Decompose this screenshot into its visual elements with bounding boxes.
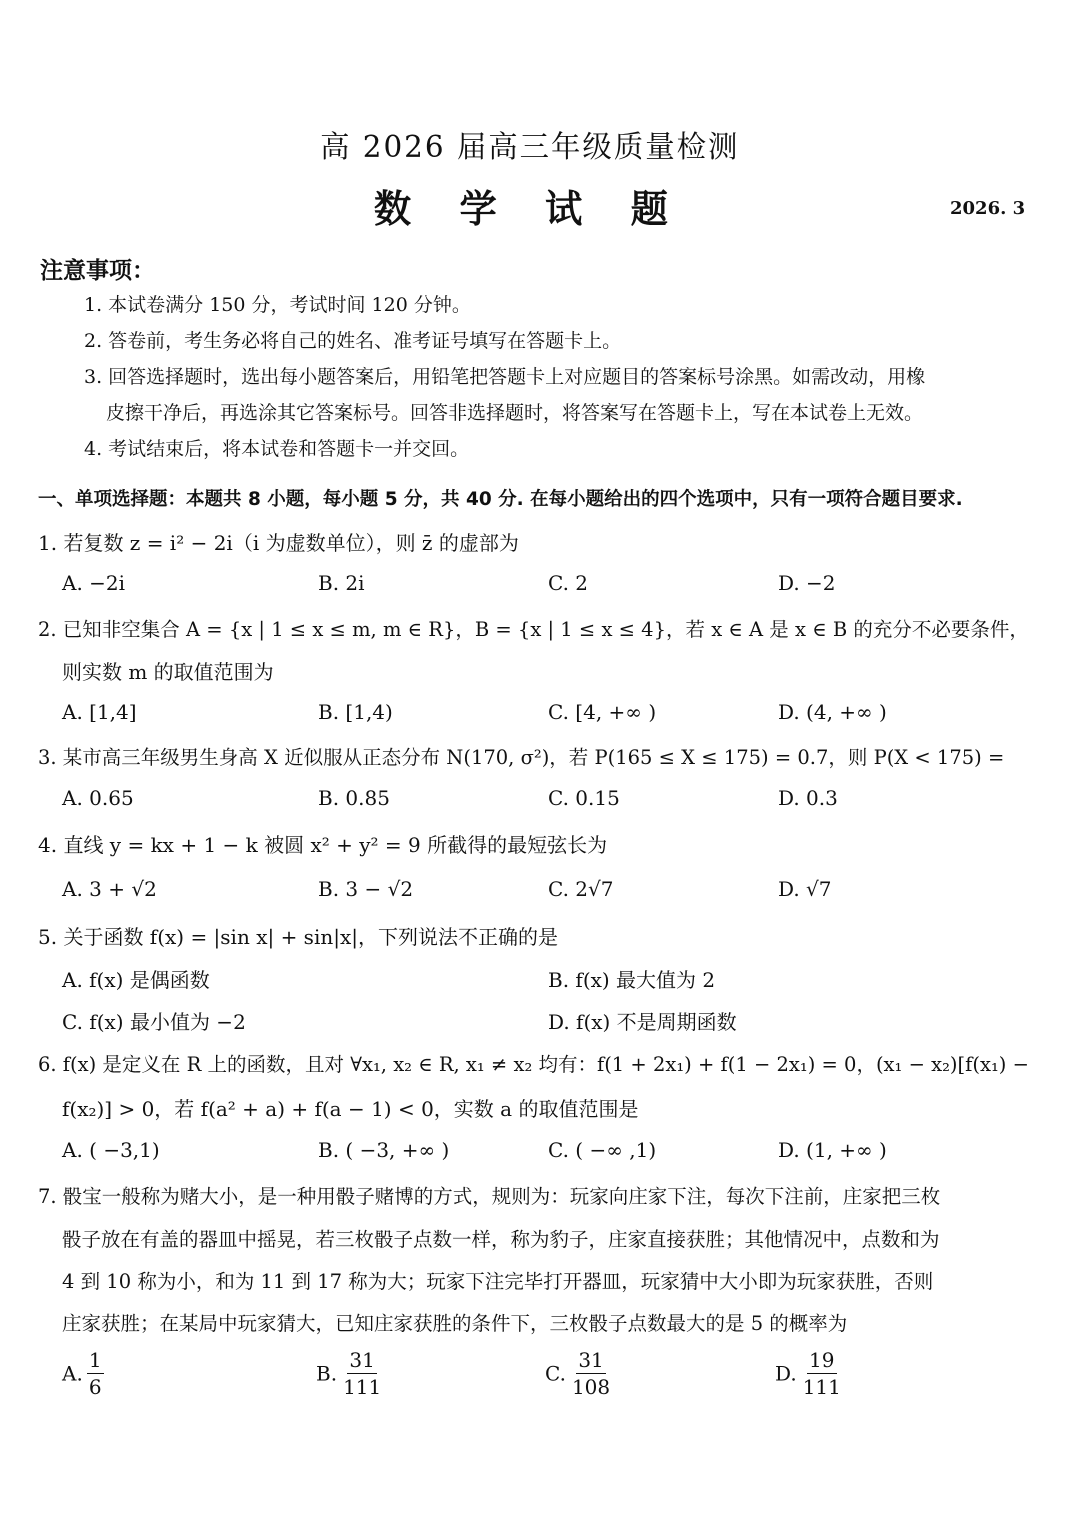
fraction (341, 1350, 383, 1397)
question-stem-continued: 庄家获胜；在某局中玩家猜大，已知庄家获胜的条件下，三枚骰子点数最大的是 5 的概率为 (62, 1312, 848, 1335)
option-letter: D. (775, 1361, 797, 1386)
option-d: D. −2 (778, 571, 836, 595)
denominator: 6 (88, 1375, 102, 1399)
question-stem-continued: 则实数 m 的取值范围为 (62, 660, 274, 684)
question-stem: 5. 关于函数 f(x) = |sin x| + sin|x|，下列说法不正确的是 (38, 925, 558, 949)
option-b: B. f(x) 最大值为 2 (548, 968, 716, 992)
question-stem: 7. 骰宝一般称为赌大小，是一种用骰子赌博的方式，规则为：玩家向庄家下注，每次下注前，庄家把三枚 (38, 1185, 941, 1208)
option-a: A. f(x) 是偶函数 (62, 968, 210, 992)
option-b: B. 3 − √2 (318, 877, 414, 901)
notice-item: 1. 本试卷满分 150 分，考试时间 120 分钟。 (84, 294, 471, 316)
option-d: D. (4, +∞ ) (778, 700, 887, 724)
option-a (62, 1350, 104, 1397)
option-c: C. 2√7 (548, 877, 614, 901)
option-d: D. f(x) 不是周期函数 (548, 1010, 737, 1034)
section-heading: 一、单项选择题：本题共 8 小题，每小题 5 分，共 40 分. 在每小题给出的四个选项中，只有一项符合题目要求. (38, 489, 963, 510)
question-stem: 6. f(x) 是定义在 R 上的函数，且对 ∀x₁, x₂ ∈ R, x₁ ≠ x₂ 均有：f(1 + 2x₁) + f(1 − 2x₁) = 0，(x₁ − x₂)[f(x₁) − (38, 1053, 1029, 1076)
option-c (545, 1350, 612, 1397)
option-a: A. −2i (62, 571, 126, 595)
notice-heading: 注意事项： (40, 258, 155, 284)
question-stem-continued: 4 到 10 称为小，和为 11 到 17 称为大；玩家下注完毕打开器皿，玩家猜中大小即为玩家获胜，否则 (62, 1270, 934, 1293)
option-d: D. (1, +∞ ) (778, 1138, 887, 1162)
option-a: A. 3 + √2 (62, 877, 157, 901)
denominator: 108 (571, 1375, 611, 1399)
question-stem: 1. 若复数 z = i² − 2i（i 为虚数单位），则 z̄ 的虚部为 (38, 531, 519, 555)
option-b: B. [1,4) (318, 700, 393, 724)
notice-item: 4. 考试结束后，将本试卷和答题卡一并交回。 (84, 438, 470, 460)
option-b: B. ( −3, +∞ ) (318, 1138, 450, 1162)
fraction (801, 1350, 843, 1397)
question-stem-continued: 骰子放在有盖的器皿中摇晃，若三枚骰子点数一样，称为豹子，庄家直接获胜；其他情况中，点数和为 (62, 1228, 940, 1251)
option-a: A. ( −3,1) (62, 1138, 160, 1162)
numerator: 31 (578, 1348, 604, 1372)
question-stem: 2. 已知非空集合 A = {x | 1 ≤ x ≤ m, m ∈ R}，B = {x | 1 ≤ x ≤ 4}，若 x ∈ A 是 x ∈ B 的充分不必要条件， (38, 618, 1029, 641)
numerator: 19 (809, 1348, 835, 1372)
option-d: D. √7 (778, 877, 832, 901)
option-d (775, 1350, 843, 1397)
exam-date: 2026. 3 (950, 198, 1026, 219)
exam-name: 高 2026 届高三年级质量检测 (320, 130, 740, 165)
option-c: C. 0.15 (548, 786, 620, 810)
option-c: C. [4, +∞ ) (548, 700, 657, 724)
option-c: C. 2 (548, 571, 589, 595)
denominator: 111 (343, 1375, 382, 1399)
denominator: 111 (802, 1375, 841, 1399)
question-stem: 4. 直线 y = kx + 1 − k 被圆 x² + y² = 9 所截得的最短弦长为 (38, 833, 608, 857)
option-letter: C. (545, 1361, 566, 1386)
numerator: 1 (88, 1348, 102, 1372)
numerator: 31 (349, 1348, 375, 1372)
option-c: C. ( −∞ ,1) (548, 1138, 657, 1162)
subject-title: 数 学 试 题 (373, 187, 686, 231)
option-d: D. 0.3 (778, 786, 838, 810)
option-b (316, 1350, 383, 1397)
option-b: B. 2i (318, 571, 365, 595)
option-b: B. 0.85 (318, 786, 390, 810)
notice-item: 2. 答卷前，考生务必将自己的姓名、准考证号填写在答题卡上。 (84, 330, 622, 352)
fraction (87, 1350, 104, 1397)
question-stem-continued: f(x₂)] > 0，若 f(a² + a) + f(a − 1) < 0，实数 a 的取值范围是 (62, 1097, 639, 1121)
notice-item: 3. 回答选择题时，选出每小题答案后，用铅笔把答题卡上对应题目的答案标号涂黑。如需改动，用橡 (84, 366, 926, 388)
option-a: A. [1,4] (62, 700, 137, 724)
option-letter: B. (316, 1361, 338, 1386)
fraction (570, 1350, 612, 1397)
option-c: C. f(x) 最小值为 −2 (62, 1010, 246, 1034)
notice-item-continued: 皮擦干净后，再选涂其它答案标号。回答非选择题时，将答案写在答题卡上，写在本试卷上无效。 (106, 402, 924, 424)
question-stem: 3. 某市高三年级男生身高 X 近似服从正态分布 N(170, σ²)，若 P(165 ≤ X ≤ 175) = 0.7，则 P(X < 175) = (38, 746, 1005, 769)
option-letter: A. (62, 1361, 83, 1386)
option-a: A. 0.65 (62, 786, 134, 810)
